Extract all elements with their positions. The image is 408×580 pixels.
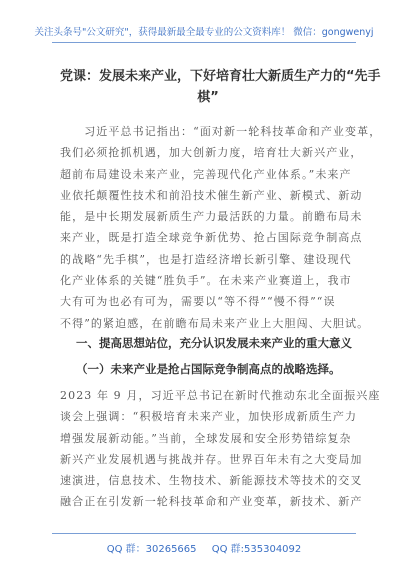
text-line: 融合正在引发新一轮科技革命和产业变革，新技术、新产 [60, 495, 363, 509]
header-divider [52, 42, 356, 43]
text-line: 我们必须抢抓机遇，加大创新力度，培育壮大新兴产业， [60, 146, 363, 160]
text-line: 化产业体系的关键“胜负手”。在未来产业赛道上，我市 [60, 274, 352, 288]
title-line-2: 棋” [197, 90, 219, 105]
text-line: 2023 年 9 月，习近平总书记在新时代推动东北全面振兴座 [60, 389, 381, 402]
qq-group-1: QQ 群：30265665 [106, 544, 197, 555]
text-line: 来产业，既是打造全球竞争新优势、抢占国际竞争制高点 [60, 231, 363, 245]
text-line: 新兴产业发展机遇与挑战并存。世界百年未有之大变局加 [60, 452, 363, 466]
footer-contacts [0, 540, 408, 555]
text-line: 习近平总书记指出：“面对新一轮科技革命和产业变革， [60, 125, 382, 138]
header-note: 关注头条号"公文研究"，获得最新最全最专业的公文资料库！ 微信：gongwenyj [34, 27, 374, 38]
footer-divider [52, 533, 356, 534]
title-line-1: 党课：发展未来产业，下好培育壮大新质生产力的“先手 [60, 69, 381, 84]
document-title [60, 66, 381, 108]
qq-group-2: QQ 群:535304092 [211, 544, 302, 555]
text-line: 谈会上强调：“积极培育未来产业，加快形成新质生产力 [60, 410, 358, 424]
text-line: 速演进，信息技术、生物技术、新能源技术等技术的交叉 [60, 474, 363, 488]
text-line: 业依托颠覆性技术和前沿技术催生新产业、新模式、新动 [60, 188, 363, 202]
section-heading: 一、提高思想站位，充分认识发展未来产业的重大意义 [76, 336, 352, 350]
text-line: 增强发展新动能。”当前，全球发展和安全形势错综复杂 [60, 431, 352, 445]
text-line: 不得”的紧迫感，在前瞻布局未来产业上大胆闯、大胆试。 [60, 316, 370, 330]
paragraph-1 [60, 121, 382, 334]
text-line: 的战略“先手棋”，也是打造经济增长新引擎、建设现代 [60, 252, 352, 266]
text-line: 超前布局建设未来产业，完善现代化产业体系。”未来产 [60, 167, 352, 181]
paragraph-2 [60, 385, 381, 513]
text-line: 大有可为也必有可为，需要以“等不得”“慢不得”“误 [60, 295, 336, 309]
subsection-heading: （一）未来产业是抢占国际竞争制高点的战略选择。 [76, 362, 341, 376]
text-line: 能，是中长期发展新质生产力最活跃的力量。前瞻布局未 [60, 210, 363, 224]
